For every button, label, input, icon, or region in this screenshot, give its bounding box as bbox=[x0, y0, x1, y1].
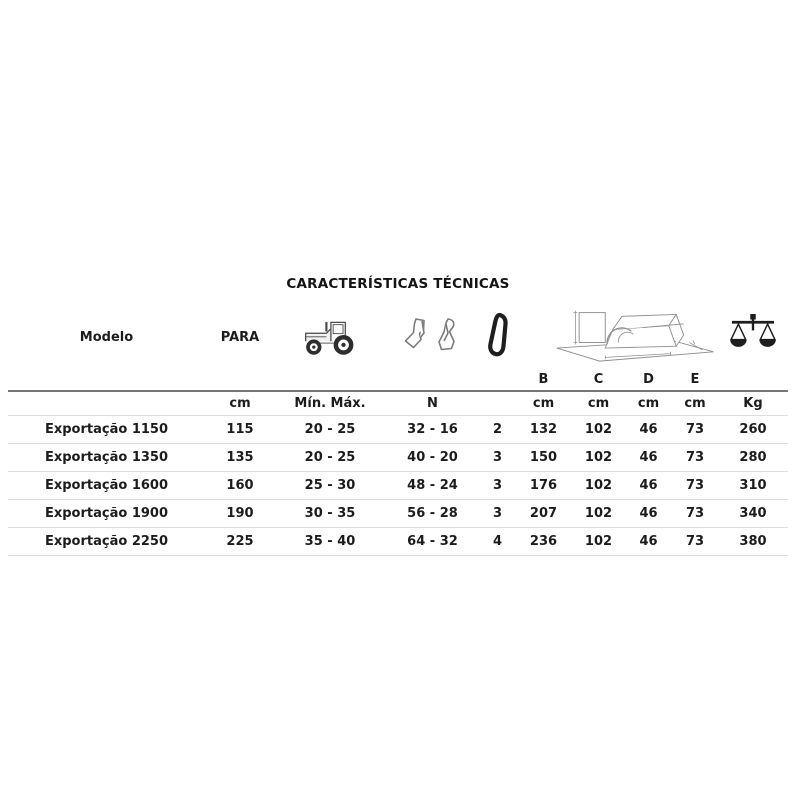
dim-letter-e: E bbox=[672, 369, 718, 391]
cell-n: 40 - 20 bbox=[385, 444, 480, 472]
cell-e: 73 bbox=[672, 444, 718, 472]
cell-c: 102 bbox=[572, 416, 625, 444]
col-header-weight bbox=[718, 305, 788, 369]
cell-para: 225 bbox=[205, 528, 275, 556]
unit-para: cm bbox=[205, 391, 275, 416]
col-header-para: PARA bbox=[220, 329, 260, 345]
technical-characteristics-table bbox=[8, 305, 788, 556]
dim-letter-d: D bbox=[625, 369, 672, 391]
cell-modelo: Exportação 1600 bbox=[8, 472, 205, 500]
col-header-modelo: Modelo bbox=[79, 329, 134, 345]
cell-kg: 310 bbox=[718, 472, 788, 500]
cell-modelo: Exportação 1350 bbox=[8, 444, 205, 472]
cell-c: 102 bbox=[572, 528, 625, 556]
table-row bbox=[8, 472, 788, 500]
col-header-tractor bbox=[275, 305, 385, 369]
cell-modelo: Exportação 1150 bbox=[8, 416, 205, 444]
cell-b: 150 bbox=[515, 444, 572, 472]
flail-blade-icons bbox=[402, 315, 464, 359]
page-title: CARACTERÍSTICAS TÉCNICAS bbox=[286, 276, 510, 292]
cell-min-max: 25 - 30 bbox=[275, 472, 385, 500]
cell-n: 48 - 24 bbox=[385, 472, 480, 500]
cell-chains: 4 bbox=[480, 528, 515, 556]
cell-c: 102 bbox=[572, 500, 625, 528]
cell-modelo: Exportação 1900 bbox=[8, 500, 205, 528]
cell-b: 207 bbox=[515, 500, 572, 528]
cell-e: 73 bbox=[672, 528, 718, 556]
unit-c: cm bbox=[572, 391, 625, 416]
cell-d: 46 bbox=[625, 472, 672, 500]
dim-letter-b: B bbox=[515, 369, 572, 391]
cell-n: 64 - 32 bbox=[385, 528, 480, 556]
col-header-blades bbox=[385, 305, 480, 369]
cell-min-max: 20 - 25 bbox=[275, 444, 385, 472]
unit-e: cm bbox=[672, 391, 718, 416]
cell-b: 132 bbox=[515, 416, 572, 444]
spec-sheet bbox=[8, 276, 788, 556]
dimension-letters-row bbox=[8, 369, 788, 391]
tractor-icon bbox=[303, 313, 357, 361]
unit-blades: N bbox=[385, 391, 480, 416]
cell-kg: 380 bbox=[718, 528, 788, 556]
cell-min-max: 30 - 35 bbox=[275, 500, 385, 528]
col-header-dimensions bbox=[515, 305, 718, 369]
weight-scale-icon bbox=[729, 314, 777, 360]
cell-e: 73 bbox=[672, 472, 718, 500]
col-header-chain bbox=[480, 305, 515, 369]
unit-d: cm bbox=[625, 391, 672, 416]
mower-dimensions-diagram-icon bbox=[553, 305, 721, 369]
cell-c: 102 bbox=[572, 444, 625, 472]
cell-para: 135 bbox=[205, 444, 275, 472]
table-row bbox=[8, 416, 788, 444]
cell-chains: 2 bbox=[480, 416, 515, 444]
cell-min-max: 35 - 40 bbox=[275, 528, 385, 556]
cell-e: 73 bbox=[672, 500, 718, 528]
cell-n: 32 - 16 bbox=[385, 416, 480, 444]
cell-para: 160 bbox=[205, 472, 275, 500]
units-row bbox=[8, 391, 788, 416]
table-row bbox=[8, 500, 788, 528]
cell-chains: 3 bbox=[480, 472, 515, 500]
chain-link-icon bbox=[485, 311, 511, 363]
cell-chains: 3 bbox=[480, 444, 515, 472]
dim-letter-c: C bbox=[572, 369, 625, 391]
cell-para: 190 bbox=[205, 500, 275, 528]
cell-c: 102 bbox=[572, 472, 625, 500]
unit-b: cm bbox=[515, 391, 572, 416]
cell-para: 115 bbox=[205, 416, 275, 444]
cell-modelo: Exportação 2250 bbox=[8, 528, 205, 556]
header-icons-row bbox=[8, 305, 788, 369]
cell-d: 46 bbox=[625, 500, 672, 528]
cell-chains: 3 bbox=[480, 500, 515, 528]
cell-e: 73 bbox=[672, 416, 718, 444]
cell-b: 236 bbox=[515, 528, 572, 556]
cell-kg: 340 bbox=[718, 500, 788, 528]
cell-n: 56 - 28 bbox=[385, 500, 480, 528]
table-row bbox=[8, 528, 788, 556]
cell-min-max: 20 - 25 bbox=[275, 416, 385, 444]
table-row bbox=[8, 444, 788, 472]
cell-kg: 280 bbox=[718, 444, 788, 472]
cell-kg: 260 bbox=[718, 416, 788, 444]
cell-d: 46 bbox=[625, 416, 672, 444]
cell-b: 176 bbox=[515, 472, 572, 500]
cell-d: 46 bbox=[625, 444, 672, 472]
unit-weight: Kg bbox=[718, 391, 788, 416]
cell-d: 46 bbox=[625, 528, 672, 556]
unit-tractor: Mín. Máx. bbox=[275, 391, 385, 416]
